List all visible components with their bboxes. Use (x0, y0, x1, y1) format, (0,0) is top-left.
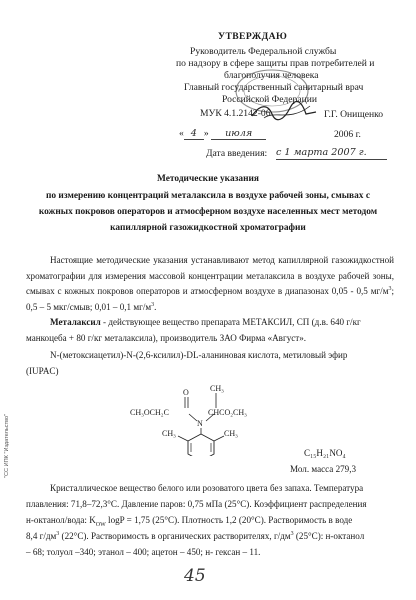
nitrogen-atom: N (197, 419, 203, 428)
carbonyl-oxygen: O (183, 388, 189, 397)
effective-date: с 1 марта 2007 г. (276, 147, 387, 160)
approval-line-5: Российской Федерации (222, 94, 317, 105)
properties-line-2: плавления: 71,8–72,3°С. Давление паров: 0,75 мПа (25°С). Коэффициент распределения (26, 499, 367, 509)
date-year: 2006 г. (334, 129, 361, 140)
methyl-top: CH₃ (210, 384, 224, 393)
heading-line-4: капиллярной газожидкостной хроматографии (110, 223, 306, 233)
heading-line-2: по измерению концентраций металаксила в воздухе рабочей зоны, смывах с (45, 191, 370, 201)
date-day: 4 (184, 128, 204, 140)
page-number: 45 (184, 566, 206, 586)
substance-name: Металаксил (50, 317, 101, 327)
date-month: июля (211, 128, 266, 140)
structural-formula (130, 386, 270, 456)
margin-note: "СС ИПК "Издательство" (4, 413, 10, 478)
muk-number: МУК 4.1.2142-06 (200, 108, 271, 119)
intro-text: Настоящие методические указания устанавливают метод капиллярной газожидкостной хроматографии для измерения массовой концентрации металаксила в воздухе рабочей зоны, смывах с кожных покровов операторов и атмосферном воздухе в диапазонах (26, 255, 394, 297)
approval-line-1: Руководитель Федеральной службы (190, 46, 337, 57)
signature-icon (250, 100, 320, 122)
effective-label: Дата введения: (206, 148, 268, 159)
right-group: CHCO₂CH₃ (208, 408, 247, 417)
intro-range-a: 0,05 - 0,5 мг/м (328, 286, 389, 297)
approval-title: УТВЕРЖДАЮ (218, 31, 288, 42)
approval-line-2: по надзору в сфере защиты прав потребителей и (176, 58, 375, 69)
molecular-formula: C₁₅H₂₁NO₄ (304, 448, 346, 458)
properties-line-4: 8,4 $г/дм^3$ (22°С). Растворимость в органических растворителях, $г/дм^3$ (25°С): н-октанол (26, 530, 365, 541)
approval-date: « 4 » июля (179, 128, 266, 140)
properties-line-1: Кристаллическое вещество белого или розоватого цвета без запаха. Температура (50, 483, 364, 493)
methyl-left: CH₃ (162, 429, 176, 438)
signatory-name: Г.Г. Онищенко (324, 109, 384, 120)
iupac-line-2: (IUPAC) (26, 366, 59, 376)
approval-line-4: Главный государственный санитарный врач (184, 82, 364, 93)
approval-line-3: благополучия человека (224, 70, 319, 81)
methyl-right: CH₃ (224, 429, 238, 438)
substance-line-1: Металаксил - действующее вещество препарата МЕТАКСИЛ, СП (д.в. 640 г/кг (50, 317, 361, 327)
left-group: CH₃OCH₂C (130, 408, 169, 417)
heading-line-3: кожных покровов операторов и атмосферном воздухе населенных мест методом (38, 207, 378, 217)
heading-line-1: Методические указания (157, 174, 259, 184)
iupac-line-1: N-(метоксиацетил)-N-(2,6-ксилил)-DL-аланиновая кислота, метиловый эфир (50, 350, 348, 360)
properties-line-5: – 68; толуол –340; этанол – 400; ацетон – 450; н- гексан – 11. (26, 547, 261, 557)
molecular-mass: Мол. масса 279,3 (290, 464, 357, 474)
intro-range-b: ; 0,5 – 5 мкг/смыв; 0,01 – 0,1 мг/м (26, 286, 394, 312)
properties-line-3: н-октанол/вода: $K_{OW}$ logP = 1,75 (25°С). Плотность 1,2 (20°С). Растворимость в воде (26, 515, 353, 528)
substance-line-2: манкоцеба + 80 г/кг металаксила), производитель ЗАО Фирма «Август». (26, 333, 307, 343)
intro-paragraph: Настоящие методические указания устанавливают метод капиллярной газожидкостной хроматографии для измерения массовой концентрации металаксила в воздухе рабочей зоны, смывах с кожных покровов операторов и атмосферном воздухе в диапазонах 0,05 - 0,5 $мг/м^3$; 0,5 – 5 мкг/смыв; 0,01 – 0,1 $мг/м^3$. (26, 255, 394, 312)
